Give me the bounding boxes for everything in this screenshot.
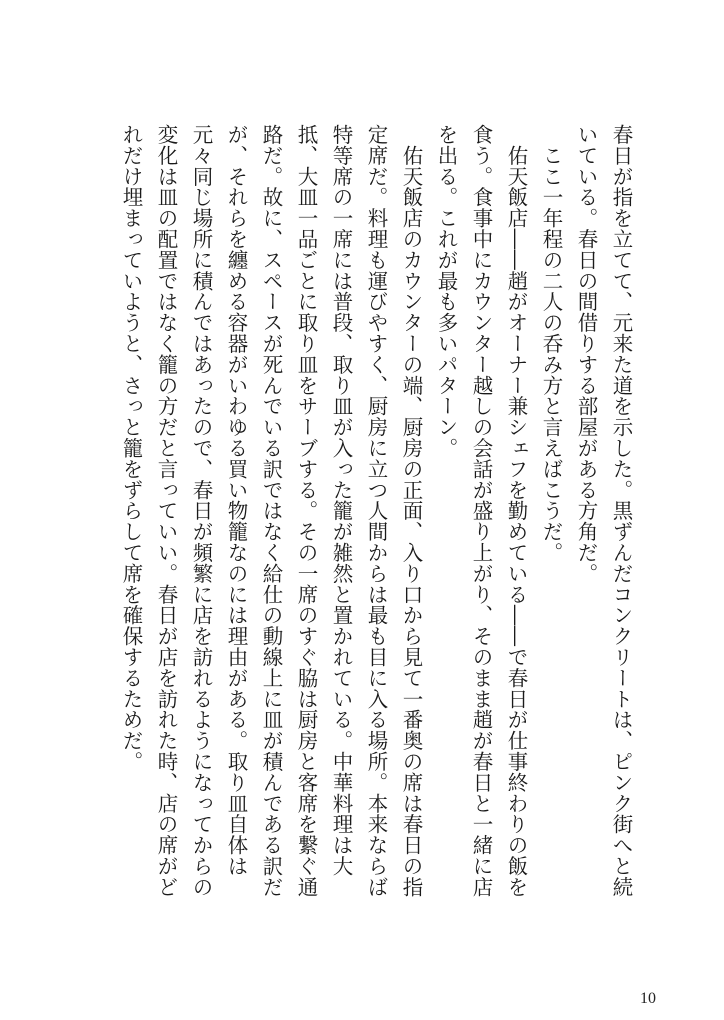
paragraph: 佑天飯店のカウンターの端、厨房の正面、入り口から見て一番奥の席は春日の指定席だ。料理も運びやすく、厨房に立つ人間からは最も目に入る場所。本来ならば特等席の一席には普段、取り皿が入った籠が雑然と置かれている。中華料理は大抵、大皿一品ごとに取り皿をサーブする。その一席のすぐ脇は厨房と客席を繋ぐ通路だ。故に、スペースが死んでいる訳ではなく給仕の動線上に皿が積んである訳だが、それらを纏める容器がいわゆる買い物籠なのには理由がある。取り皿自体は元々同じ場所に積んではあったので、春日が頻繁に店を訪れるようになってからの変化は皿の配置ではなく籠の方だと言っていい。春日が店を訪れた時、店の席がどれだけ埋まっていようと、さっと籠をずらして席を確保するためだ。 xyxy=(119,124,423,898)
paragraph: ここ一年程の二人の呑み方と言えばこうだ。 xyxy=(539,124,563,563)
page-number: 10 xyxy=(640,990,656,1007)
paragraph: 佑天飯店――趙がオーナー兼シェフを勤めている――で春日が仕事終わりの飯を食う。食事中にカウンター越しの会話が盛り上がり、そのまま趙が春日と一緒に店を出る。これが最も多いパターン。 xyxy=(434,124,528,898)
vertical-text-body xyxy=(78,124,638,914)
paragraph: 春日が指を立てて、元来た道を示した。黒ずんだコンクリートは、ピンク街へと続いている。春日の間借りする部屋がある方角だ。 xyxy=(574,124,633,898)
